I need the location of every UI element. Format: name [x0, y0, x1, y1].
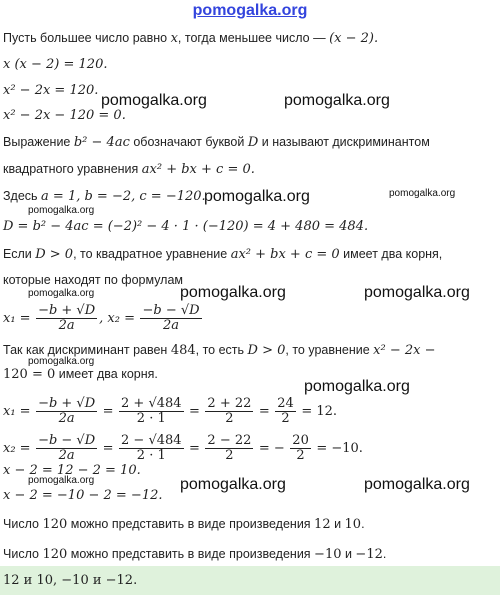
watermark: pomogalka.org: [284, 92, 390, 109]
text: Если: [3, 247, 36, 261]
numerator: 20: [292, 433, 309, 448]
text: .: [361, 517, 365, 531]
denominator: 2 · 1: [136, 448, 166, 463]
math: = −10.: [316, 440, 363, 456]
text: имеет два корня.: [55, 367, 158, 381]
equals: =: [189, 440, 200, 456]
fraction: [36, 304, 97, 333]
text: , то есть: [195, 343, 248, 357]
math: a = 1, b = −2, c = −120.: [41, 189, 206, 204]
numerator: 2 + 22: [207, 396, 252, 411]
denominator: 2a: [58, 318, 75, 333]
numerator: 24: [277, 396, 294, 411]
math: D > 0: [247, 343, 286, 358]
fraction: [205, 397, 253, 426]
fraction: [36, 434, 97, 463]
text: и: [330, 517, 345, 531]
equals: = −: [258, 440, 285, 456]
math: 120: [42, 517, 68, 532]
text: Здесь: [3, 189, 42, 203]
numerator: 2 − √484: [121, 433, 182, 448]
math: D: [247, 135, 259, 150]
numerator: −b + √D: [38, 303, 96, 318]
math: x₁ =: [3, 310, 31, 326]
watermark: pomogalka.org: [28, 205, 95, 216]
text: можно представить в виде произведения: [67, 547, 315, 561]
numerator: −b − √D: [38, 433, 96, 448]
math: D > 0: [35, 247, 74, 262]
text: , тогда меньшее число —: [177, 31, 330, 45]
statement-line: [3, 366, 158, 383]
equals: =: [102, 403, 114, 419]
math: 10: [344, 517, 362, 532]
math: −10: [314, 547, 342, 562]
math: = 12.: [301, 403, 338, 419]
text: .: [382, 547, 387, 561]
definition-line: [3, 161, 255, 178]
equals: =: [189, 403, 200, 419]
math: 12: [314, 517, 331, 532]
definition-line: [3, 134, 430, 151]
equation-line: x − 2 = −10 − 2 = −12.: [3, 488, 163, 503]
math: 484: [170, 343, 196, 358]
watermark: pomogalka.org: [304, 378, 410, 395]
watermark: pomogalka.org: [389, 188, 456, 199]
denominator: 2 · 1: [136, 411, 166, 426]
equation-line: x − 2 = 12 − 2 = 10.: [3, 463, 141, 478]
watermark: pomogalka.org: [28, 356, 95, 367]
equation-line: x (x − 2) = 120.: [3, 57, 108, 72]
denominator: 2a: [58, 448, 75, 463]
watermark: pomogalka.org: [180, 476, 286, 493]
math: ax² + bx + c = 0.: [141, 162, 255, 177]
watermark: pomogalka.org: [101, 92, 207, 109]
denominator: 2: [281, 411, 290, 426]
conclusion-line: [3, 546, 386, 563]
equals: =: [258, 403, 270, 419]
discriminant-line: D = b² − 4ac = (−2)² − 4 · 1 · (−120) = 4 + 480 = 484.: [3, 219, 369, 234]
numerator: −b − √D: [142, 303, 200, 318]
math: x: [170, 31, 178, 46]
math: ax² + bx + c = 0: [230, 247, 340, 262]
fraction: [140, 304, 201, 333]
denominator: 2: [225, 448, 234, 463]
math: x₁ =: [3, 403, 31, 419]
text: обозначают буквой: [129, 135, 248, 149]
text: и: [341, 547, 356, 561]
math: b² − 4ac: [73, 135, 130, 150]
equation-line: x² − 2x = 120.: [3, 83, 99, 98]
root-formulas: [3, 304, 204, 333]
numerator: 2 + √484: [121, 396, 182, 411]
watermark: pomogalka.org: [204, 188, 310, 205]
statement-line: [3, 30, 378, 47]
text: и называют дискриминантом: [258, 135, 430, 149]
math: x₂ =: [3, 440, 31, 456]
fraction: [36, 397, 97, 426]
x1-calculation: [3, 397, 337, 426]
math: −12: [355, 547, 383, 562]
text: Пусть большее число равно: [3, 31, 171, 45]
text: Число: [3, 547, 43, 561]
watermark: pomogalka.org: [28, 475, 95, 486]
denominator: 2: [296, 448, 305, 463]
math: x² − 2x −: [373, 343, 436, 358]
watermark: pomogalka.org: [28, 288, 95, 299]
text: , то квадратное уравнение: [73, 247, 231, 261]
fraction: [275, 397, 296, 426]
text: Так как дискриминант равен: [3, 343, 171, 357]
fraction: [119, 397, 184, 426]
answer-box: [0, 566, 500, 595]
numerator: −b + √D: [38, 396, 96, 411]
numerator: 2 − 22: [207, 433, 252, 448]
denominator: 2a: [162, 318, 180, 333]
equation-line: x² − 2x − 120 = 0.: [3, 108, 126, 123]
math: , x₂ =: [99, 310, 135, 326]
answer-text: 12 и 10, −10 и −12.: [3, 573, 138, 588]
watermark: pomogalka.org: [180, 284, 286, 301]
fraction: [119, 434, 184, 463]
statement-line: которые находят по формулам: [3, 273, 184, 287]
math: 120: [42, 547, 68, 562]
math: (x − 2).: [329, 31, 379, 46]
conclusion-line: [3, 516, 365, 533]
text: , то уравнение: [285, 343, 374, 357]
x2-calculation: [3, 434, 363, 463]
text: Число: [3, 517, 43, 531]
text: квадратного уравнения: [3, 162, 142, 176]
coefficients-line: [3, 188, 206, 205]
text: можно представить в виде произведения: [67, 517, 315, 531]
denominator: 2: [225, 411, 234, 426]
watermark: pomogalka.org: [364, 476, 470, 493]
text: имеет два корня,: [339, 247, 443, 261]
watermark: pomogalka.org: [364, 284, 470, 301]
denominator: 2a: [58, 411, 75, 426]
fraction: [290, 434, 311, 463]
text: Выражение: [3, 135, 74, 149]
math: 120 = 0: [3, 367, 56, 382]
equals: =: [102, 440, 114, 456]
fraction: [205, 434, 253, 463]
statement-line: [3, 246, 442, 263]
site-header-link[interactable]: pomogalka.org: [192, 2, 308, 19]
